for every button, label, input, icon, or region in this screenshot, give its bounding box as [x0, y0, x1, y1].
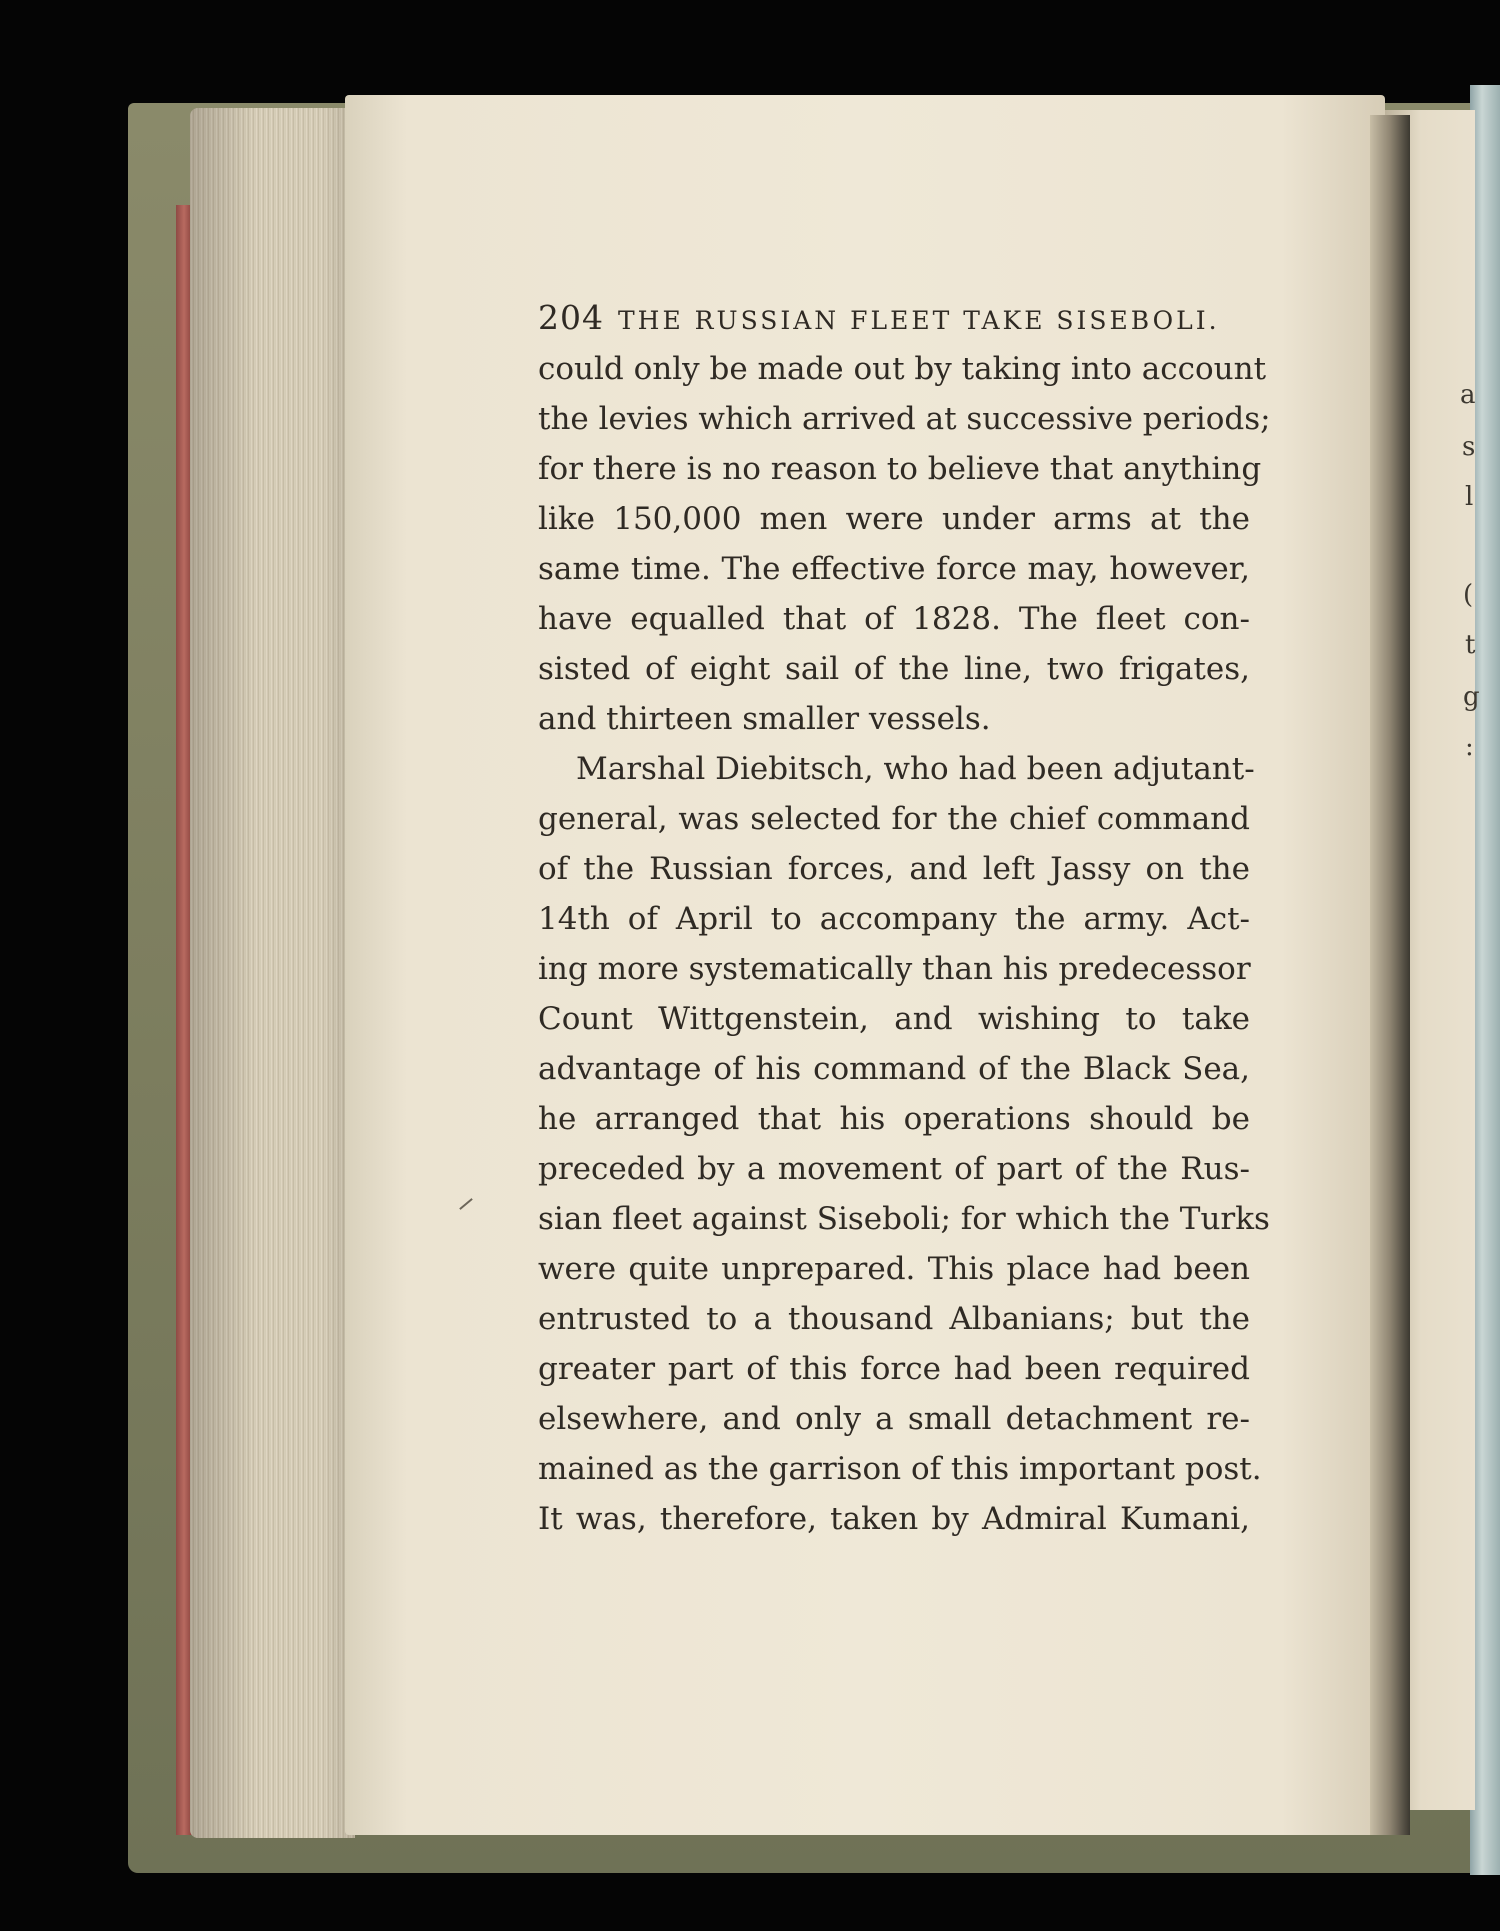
- text-line: have equalled that of 1828. The fleet con-: [538, 601, 1250, 637]
- text-line: he arranged that his operations should be: [538, 1101, 1250, 1137]
- book-gutter: [1370, 115, 1410, 1835]
- text-line: Count Wittgenstein, and wishing to take: [538, 1001, 1250, 1037]
- paragraph-2: [538, 744, 1270, 1544]
- text-line: the levies which arrived at successive periods;: [538, 401, 1271, 437]
- text-line: were quite unprepared. This place had been: [538, 1251, 1250, 1287]
- text-line: general, was selected for the chief command: [538, 801, 1250, 837]
- text-line: elsewhere, and only a small detachment re-: [538, 1401, 1250, 1437]
- running-head-title: THE RUSSIAN FLEET TAKE SISEBOLI.: [618, 306, 1220, 335]
- text-line: could only be made out by taking into account: [538, 351, 1267, 387]
- facing-fragment: :: [1465, 732, 1474, 762]
- paragraph-1: [538, 344, 1271, 744]
- text-line: like 150,000 men were under arms at the: [538, 501, 1250, 537]
- text-line: mained as the garrison of this important post.: [538, 1451, 1262, 1487]
- text-line: sian fleet against Siseboli; for which the Turks: [538, 1201, 1270, 1237]
- facing-fragment: a: [1460, 380, 1476, 410]
- facing-fragment: t: [1465, 630, 1476, 660]
- text-line: entrusted to a thousand Albanians; but the: [538, 1301, 1250, 1337]
- facing-fragment: s: [1462, 432, 1476, 462]
- text-line: sisted of eight sail of the line, two frigates,: [538, 651, 1250, 687]
- text-line: same time. The effective force may, however,: [538, 551, 1250, 587]
- text-line: greater part of this force had been required: [538, 1351, 1250, 1387]
- text-line: It was, therefore, taken by Admiral Kumani,: [538, 1501, 1250, 1537]
- text-line: and thirteen smaller vessels.: [538, 701, 991, 737]
- text-line: for there is no reason to believe that anything: [538, 451, 1262, 487]
- text-line: advantage of his command of the Black Sea,: [538, 1051, 1250, 1087]
- facing-fragment: l: [1465, 482, 1474, 512]
- text-line: ing more systematically than his predecessor: [538, 951, 1251, 987]
- text-line: 14th of April to accompany the army. Act-: [538, 901, 1250, 937]
- text-line: preceded by a movement of part of the Rus-: [538, 1151, 1250, 1187]
- facing-fragment: g: [1463, 682, 1480, 712]
- running-head: [538, 292, 1250, 344]
- page-text: [538, 292, 1271, 1544]
- facing-fragment: (: [1463, 580, 1474, 610]
- text-line: Marshal Diebitsch, who had been adjutant-: [576, 751, 1255, 787]
- text-line: of the Russian forces, and left Jassy on the: [538, 851, 1250, 887]
- page-number: 204: [538, 298, 604, 337]
